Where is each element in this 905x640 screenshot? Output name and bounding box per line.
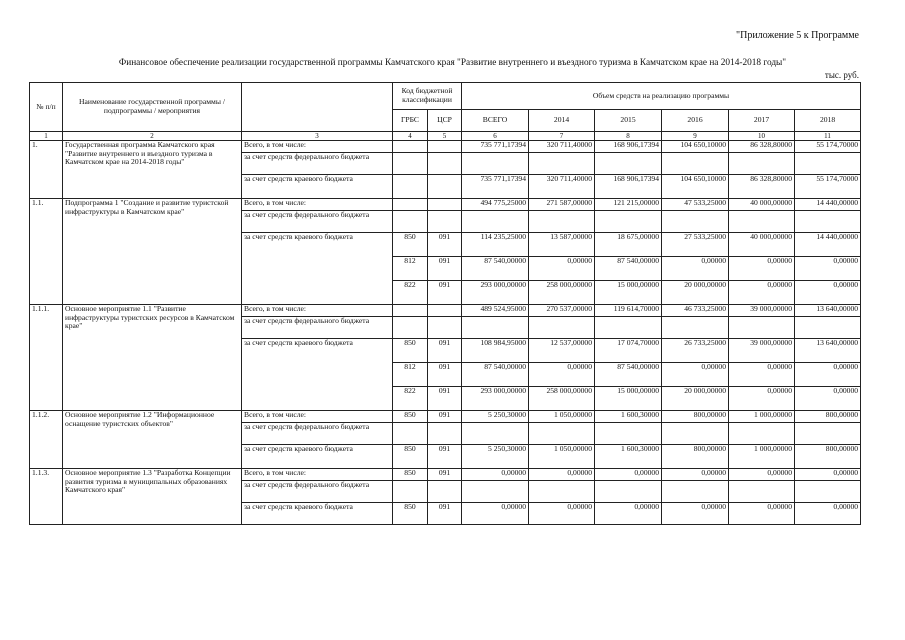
value-2016: 800,00000 bbox=[662, 445, 729, 469]
source-regional-label: за счет средств краевого бюджета bbox=[242, 175, 393, 199]
value-2017: 0,00000 bbox=[729, 281, 795, 305]
value-2017: 0,00000 bbox=[729, 387, 795, 411]
csr-cell bbox=[428, 141, 462, 153]
value-2017: 0,00000 bbox=[729, 503, 795, 525]
header-2016: 2016 bbox=[662, 110, 729, 132]
value-2016: 800,00000 bbox=[662, 411, 729, 423]
value-total: 87 540,00000 bbox=[462, 363, 529, 387]
value-2017: 39 000,00000 bbox=[729, 339, 795, 363]
header-2017: 2017 bbox=[729, 110, 795, 132]
value-2018: 0,00000 bbox=[795, 503, 861, 525]
table-row bbox=[30, 469, 861, 481]
col-number: 10 bbox=[729, 132, 795, 141]
value-2018: 14 440,00000 bbox=[795, 233, 861, 257]
header-2018: 2018 bbox=[795, 110, 861, 132]
value-2016: 0,00000 bbox=[662, 469, 729, 481]
header-blank bbox=[242, 83, 393, 132]
row-number: 1.1.1. bbox=[30, 305, 63, 411]
value-2015: 168 906,17394 bbox=[595, 175, 662, 199]
value-2017: 40 000,00000 bbox=[729, 233, 795, 257]
row-number: 1.1.3. bbox=[30, 469, 63, 525]
value-2014: 13 587,00000 bbox=[529, 233, 595, 257]
csr-cell bbox=[428, 305, 462, 317]
units-label: тыс. руб. bbox=[824, 70, 859, 80]
value-2018: 0,00000 bbox=[795, 387, 861, 411]
source-federal-label: за счет средств федерального бюджета bbox=[242, 153, 393, 175]
value-2014: 320 711,40000 bbox=[529, 175, 595, 199]
financing-table bbox=[29, 82, 861, 525]
value-2015: 87 540,00000 bbox=[595, 257, 662, 281]
value-2018: 13 640,00000 bbox=[795, 305, 861, 317]
value-2017: 0,00000 bbox=[729, 363, 795, 387]
col-number: 3 bbox=[242, 132, 393, 141]
col-number: 7 bbox=[529, 132, 595, 141]
value-2017: 0,00000 bbox=[729, 257, 795, 281]
col-number: 8 bbox=[595, 132, 662, 141]
row-number: 1.1.2. bbox=[30, 411, 63, 469]
value-2014: 271 587,00000 bbox=[529, 199, 595, 211]
value-total: 735 771,17394 bbox=[462, 175, 529, 199]
csr-cell: 091 bbox=[428, 363, 462, 387]
value-2018: 0,00000 bbox=[795, 281, 861, 305]
value-total: 293 000,00000 bbox=[462, 281, 529, 305]
csr-cell: 091 bbox=[428, 339, 462, 363]
value-2016: 104 650,10000 bbox=[662, 141, 729, 153]
source-federal-label: за счет средств федерального бюджета bbox=[242, 317, 393, 339]
value-2018: 13 640,00000 bbox=[795, 339, 861, 363]
value-2015: 0,00000 bbox=[595, 469, 662, 481]
value-2017: 86 328,80000 bbox=[729, 175, 795, 199]
value-2014: 320 711,40000 bbox=[529, 141, 595, 153]
value-2018: 55 174,70000 bbox=[795, 175, 861, 199]
source-federal-label: за счет средств федерального бюджета bbox=[242, 423, 393, 445]
value-2016: 20 000,00000 bbox=[662, 281, 729, 305]
value-total: 114 235,25000 bbox=[462, 233, 529, 257]
value-2014: 258 000,00000 bbox=[529, 387, 595, 411]
value-2018: 0,00000 bbox=[795, 363, 861, 387]
value-2016: 20 000,00000 bbox=[662, 387, 729, 411]
value-2016: 47 533,25000 bbox=[662, 199, 729, 211]
value-2014: 1 050,00000 bbox=[529, 445, 595, 469]
row-number: 1.1. bbox=[30, 199, 63, 305]
value-2015: 18 675,00000 bbox=[595, 233, 662, 257]
csr-cell: 091 bbox=[428, 411, 462, 423]
value-2018: 800,00000 bbox=[795, 411, 861, 423]
value-2014: 0,00000 bbox=[529, 257, 595, 281]
value-2014: 1 050,00000 bbox=[529, 411, 595, 423]
value-total: 5 250,30000 bbox=[462, 445, 529, 469]
csr-cell: 091 bbox=[428, 233, 462, 257]
source-regional-label: за счет средств краевого бюджета bbox=[242, 445, 393, 469]
grbs-cell: 812 bbox=[393, 257, 428, 281]
value-2018: 0,00000 bbox=[795, 469, 861, 481]
table-row bbox=[30, 141, 861, 153]
source-total-label: Всего, в том числе: bbox=[242, 141, 393, 153]
value-2015: 0,00000 bbox=[595, 503, 662, 525]
appendix-label: "Приложение 5 к Программе bbox=[736, 30, 859, 41]
source-total-label: Всего, в том числе: bbox=[242, 199, 393, 211]
value-2016: 0,00000 bbox=[662, 503, 729, 525]
value-2016: 26 733,25000 bbox=[662, 339, 729, 363]
value-2016: 0,00000 bbox=[662, 257, 729, 281]
source-federal-label: за счет средств федерального бюджета bbox=[242, 211, 393, 233]
program-name: Подпрограмма 1 "Создание и развитие туристской инфраструктуры в Камчатском крае" bbox=[63, 199, 242, 305]
value-2017: 1 000,00000 bbox=[729, 411, 795, 423]
value-total: 0,00000 bbox=[462, 503, 529, 525]
value-2015: 15 000,00000 bbox=[595, 387, 662, 411]
value-2015: 1 600,30000 bbox=[595, 411, 662, 423]
source-federal-label: за счет средств федерального бюджета bbox=[242, 481, 393, 503]
value-total: 87 540,00000 bbox=[462, 257, 529, 281]
col-number: 5 bbox=[428, 132, 462, 141]
source-regional-label: за счет средств краевого бюджета bbox=[242, 503, 393, 525]
table-row bbox=[30, 411, 861, 423]
value-2014: 270 537,00000 bbox=[529, 305, 595, 317]
value-2015: 119 614,70000 bbox=[595, 305, 662, 317]
value-2016: 46 733,25000 bbox=[662, 305, 729, 317]
grbs-cell: 812 bbox=[393, 363, 428, 387]
value-total: 5 250,30000 bbox=[462, 411, 529, 423]
header-total: ВСЕГО bbox=[462, 110, 529, 132]
row-number: 1. bbox=[30, 141, 63, 199]
col-number: 9 bbox=[662, 132, 729, 141]
grbs-cell bbox=[393, 305, 428, 317]
csr-cell: 091 bbox=[428, 257, 462, 281]
header-grbs: ГРБС bbox=[393, 110, 428, 132]
value-2014: 0,00000 bbox=[529, 363, 595, 387]
value-2016: 27 533,25000 bbox=[662, 233, 729, 257]
value-2014: 12 537,00000 bbox=[529, 339, 595, 363]
value-2015: 15 000,00000 bbox=[595, 281, 662, 305]
source-regional-label: за счет средств краевого бюджета bbox=[242, 233, 393, 305]
csr-cell: 091 bbox=[428, 503, 462, 525]
value-2017: 86 328,80000 bbox=[729, 141, 795, 153]
grbs-cell bbox=[393, 175, 428, 199]
col-number: 11 bbox=[795, 132, 861, 141]
value-2014: 258 000,00000 bbox=[529, 281, 595, 305]
header-csr: ЦСР bbox=[428, 110, 462, 132]
header-2015: 2015 bbox=[595, 110, 662, 132]
value-total: 494 775,25000 bbox=[462, 199, 529, 211]
value-total: 735 771,17394 bbox=[462, 141, 529, 153]
csr-cell: 091 bbox=[428, 281, 462, 305]
csr-cell: 091 bbox=[428, 387, 462, 411]
grbs-cell: 850 bbox=[393, 503, 428, 525]
value-total: 0,00000 bbox=[462, 469, 529, 481]
source-regional-label: за счет средств краевого бюджета bbox=[242, 339, 393, 411]
column-number-row bbox=[30, 132, 861, 141]
value-2018: 14 440,00000 bbox=[795, 199, 861, 211]
table-row bbox=[30, 199, 861, 211]
col-number: 2 bbox=[63, 132, 242, 141]
source-total-label: Всего, в том числе: bbox=[242, 469, 393, 481]
grbs-cell: 822 bbox=[393, 281, 428, 305]
value-2016: 0,00000 bbox=[662, 363, 729, 387]
value-2015: 87 540,00000 bbox=[595, 363, 662, 387]
grbs-cell: 850 bbox=[393, 469, 428, 481]
value-total: 108 984,95000 bbox=[462, 339, 529, 363]
grbs-cell bbox=[393, 141, 428, 153]
value-total: 293 000,00000 bbox=[462, 387, 529, 411]
value-2014: 0,00000 bbox=[529, 503, 595, 525]
value-2015: 17 074,70000 bbox=[595, 339, 662, 363]
value-2018: 55 174,70000 bbox=[795, 141, 861, 153]
csr-cell bbox=[428, 175, 462, 199]
header-volume: Объем средств на реализацию программы bbox=[462, 83, 861, 110]
value-2015: 1 600,30000 bbox=[595, 445, 662, 469]
table-row bbox=[30, 305, 861, 317]
source-total-label: Всего, в том числе: bbox=[242, 411, 393, 423]
program-name: Основное мероприятие 1.1 "Развитие инфраструктуры туристских ресурсов в Камчатском крае" bbox=[63, 305, 242, 411]
value-2018: 800,00000 bbox=[795, 445, 861, 469]
grbs-cell: 850 bbox=[393, 233, 428, 257]
value-2017: 40 000,00000 bbox=[729, 199, 795, 211]
header-name: Наименование государственной программы / подпрограммы / мероприятия bbox=[63, 83, 242, 132]
value-2017: 1 000,00000 bbox=[729, 445, 795, 469]
header-num: № п/п bbox=[30, 83, 63, 132]
value-2016: 104 650,10000 bbox=[662, 175, 729, 199]
grbs-cell: 850 bbox=[393, 445, 428, 469]
value-2015: 121 215,00000 bbox=[595, 199, 662, 211]
header-2014: 2014 bbox=[529, 110, 595, 132]
grbs-cell: 850 bbox=[393, 339, 428, 363]
col-number: 6 bbox=[462, 132, 529, 141]
program-name: Государственная программа Камчатского края "Развитие внутреннего и въездного туризма в Камчатском крае на 2014-2018 годы" bbox=[63, 141, 242, 199]
value-2015: 168 906,17394 bbox=[595, 141, 662, 153]
col-number: 1 bbox=[30, 132, 63, 141]
value-2014: 0,00000 bbox=[529, 469, 595, 481]
header-code: Код бюджетной классификации bbox=[393, 83, 462, 110]
csr-cell: 091 bbox=[428, 469, 462, 481]
csr-cell bbox=[428, 199, 462, 211]
grbs-cell: 850 bbox=[393, 411, 428, 423]
value-total: 489 524,95000 bbox=[462, 305, 529, 317]
value-2017: 0,00000 bbox=[729, 469, 795, 481]
source-total-label: Всего, в том числе: bbox=[242, 305, 393, 317]
csr-cell: 091 bbox=[428, 445, 462, 469]
col-number: 4 bbox=[393, 132, 428, 141]
program-name: Основное мероприятие 1.2 "Информационное оснащение туристских объектов" bbox=[63, 411, 242, 469]
value-2018: 0,00000 bbox=[795, 257, 861, 281]
grbs-cell bbox=[393, 199, 428, 211]
grbs-cell: 822 bbox=[393, 387, 428, 411]
program-name: Основное мероприятие 1.3 "Разработка Концепции развития туризма в муниципальных образованиях Камчатского края" bbox=[63, 469, 242, 525]
value-2017: 39 000,00000 bbox=[729, 305, 795, 317]
document-title: Финансовое обеспечение реализации государственной программы Камчатского края "Развитие внутреннего и въездного туризма в Камчатском крае на 2014-2018 годы" bbox=[118, 58, 787, 68]
